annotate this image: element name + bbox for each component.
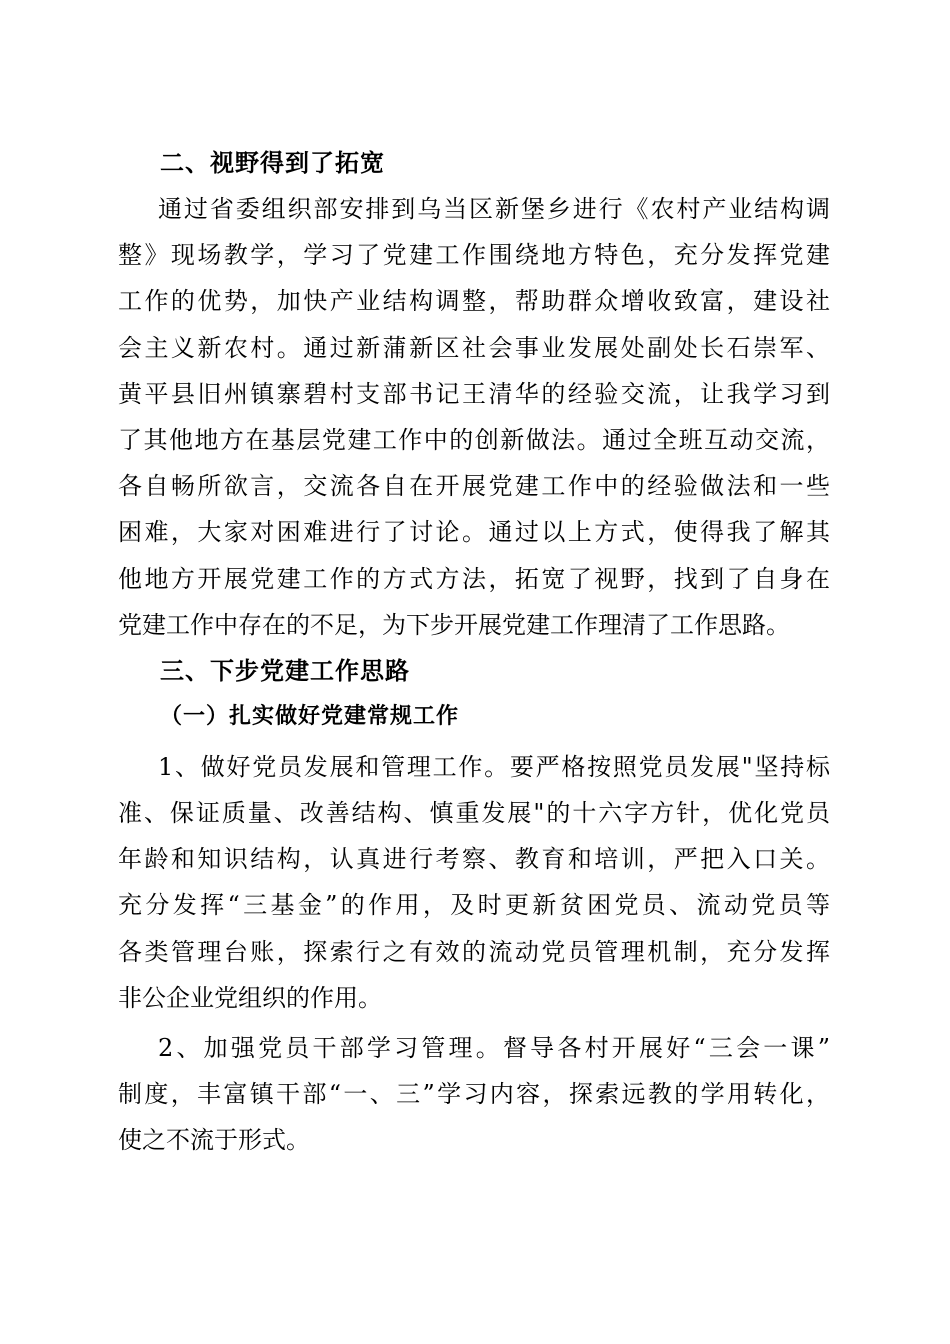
item-2-paragraph — [118, 1025, 830, 1164]
paragraph-line: 制度，丰富镇干部“一、三”学习内容，探索远教的学用转化， — [118, 1080, 830, 1109]
paragraph-line: 准、保证质量、改善结构、慎重发展"的十六字方针，优化党员 — [118, 799, 830, 828]
item-1-paragraph — [118, 744, 830, 1021]
paragraph-line: 会主义新农村。通过新蒲新区社会事业发展处副处长石崇军、 — [118, 333, 830, 362]
section-3-heading: 三、下步党建工作思路 — [160, 656, 410, 685]
paragraph-line: 通过省委组织部安排到乌当区新堡乡进行《农村产业结构调 — [158, 195, 830, 223]
paragraph-line: 各自畅所欲言，交流各自在开展党建工作中的经验做法和一些 — [118, 472, 830, 501]
document-body — [118, 140, 830, 1164]
paragraph-line: 各类管理台账，探索行之有效的流动党员管理机制，充分发挥 — [118, 937, 830, 966]
paragraph-line: 非公企业党组织的作用。 — [118, 983, 382, 1012]
paragraph-line: 困难，大家对困难进行了讨论。通过以上方式，使得我了解其 — [118, 518, 830, 547]
paragraph-line: 工作的优势，加快产业结构调整，帮助群众增收致富，建设社 — [118, 287, 830, 316]
paragraph-line: 他地方开展党建工作的方式方法，拓宽了视野，找到了自身在 — [118, 564, 830, 593]
paragraph-line: 整》现场教学，学习了党建工作围绕地方特色，充分发挥党建 — [118, 241, 830, 270]
paragraph-line: 1、做好党员发展和管理工作。要严格按照党员发展"坚持标 — [158, 752, 830, 781]
paragraph-line: 充分发挥“三基金”的作用，及时更新贫困党员、流动党员等 — [118, 891, 830, 920]
paragraph-line: 黄平县旧州镇寨碧村支部书记王清华的经验交流，让我学习到 — [118, 379, 830, 408]
paragraph-line: 党建工作中存在的不足，为下步开展党建工作理清了工作思路。 — [118, 610, 790, 639]
paragraph-line: 年龄和知识结构，认真进行考察、教育和培训，严把入口关。 — [118, 845, 830, 874]
subsection-1-heading: （一）扎实做好党建常规工作 — [160, 703, 460, 729]
paragraph-line: 使之不流于形式。 — [118, 1126, 310, 1155]
section-2-heading: 二、视野得到了拓宽 — [160, 149, 385, 177]
section-2-paragraph — [118, 186, 830, 648]
paragraph-line: 2、加强党员干部学习管理。督导各村开展好“三会一课” — [158, 1034, 830, 1062]
paragraph-line: 了其他地方在基层党建工作中的创新做法。通过全班互动交流， — [118, 425, 830, 454]
